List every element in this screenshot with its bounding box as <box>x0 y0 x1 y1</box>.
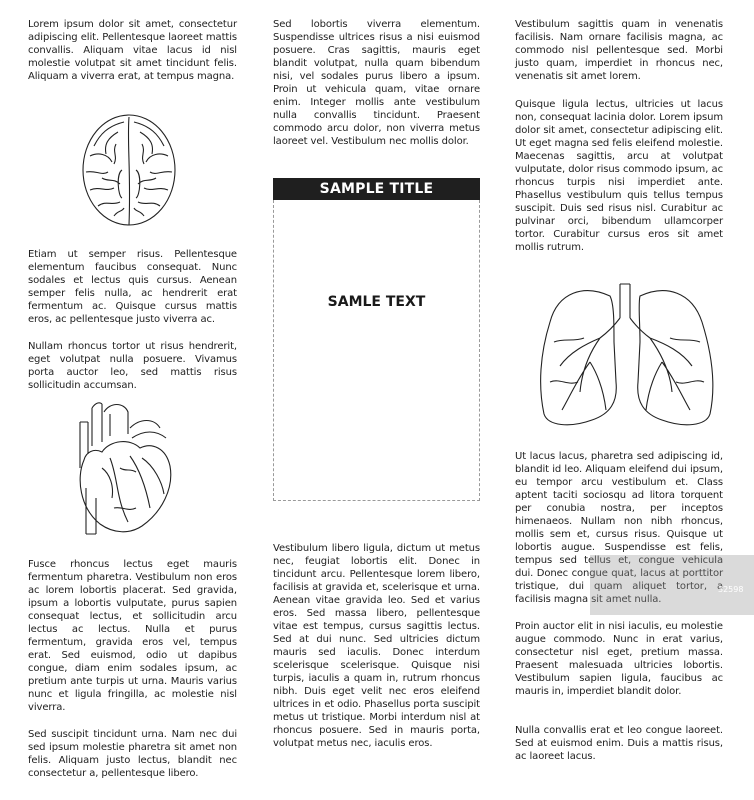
column3-paragraph-4: Proin auctor elit in nisi iaculis, eu molestie augue commodo. Nunc in erat varius, consectetur nisl eget, pretium massa. Praesent malesuada ultricies lobortis. Vestibulum sapien ligula, faucibus ac mauris in, imperdiet blandit dolor. <box>515 621 723 697</box>
sample-box <box>273 200 480 501</box>
column3-paragraph-3: Ut lacus lacus, pharetra sed adipiscing id, blandit id leo. Aliquam eleifend dui ipsum, eu tempor arcu vestibulum et. Class aptent taciti sociosqu ad litora torquent per conubia nostra, per inceptos himenaeos. Nullam non nibh rhoncus, mollis sem et, cursus risus. Quisque ut lobortis augue. Suspendisse est felis, tempus sed tellus et, congue vehicula dui. Donec congue quat, lacus at porttitor tristique, dui quam aliquet tortor, a facilisis magna sit amet nulla. <box>515 451 723 605</box>
sample-text: SAMLE TEXT <box>327 294 426 310</box>
watermark-code: 32598 <box>718 585 744 594</box>
column1-paragraph-2: Etiam ut semper risus. Pellentesque elementum faucibus consequat. Nunc sodales et lectus quis cursus. Aenean semper felis nulla, ac hendrerit erat fermentum ac. Quisque cursus mattis eros, ac pellentesque justo viverra ac. <box>28 249 237 325</box>
column3-paragraph-2: Quisque ligula lectus, ultricies ut lacus non, consequat lacinia dolor. Lorem ipsum dolor sit amet, consectetur adipiscing elit. Ut eget magna sed felis eleifend molestie. Maecenas sagittis, arcu at volutpat vulputate, dolor risus commodo ipsum, ac rhoncus turpis nisi imperdiet ante. Phasellus vestibulum quis tellus tempus suscipit. Duis sed risus nisl. Curabitur ac pulvinar orci, bibendum ullamcorper tortor. Curabitur cursus eros sit amet mollis rutrum. <box>515 99 723 253</box>
heart-illustration <box>70 398 180 538</box>
column3-paragraph-1: Vestibulum sagittis quam in venenatis facilisis. Nam ornare facilisis magna, ac commodo nisl pellentesque sed. Morbi justo quam, imperdiet in rhoncus nec, venenatis sit amet lorem. <box>515 19 723 82</box>
column3-paragraph-5: Nulla convallis erat et leo congue laoreet. Sed at euismod enim. Duis a mattis risus, ac laoreet lacus. <box>515 725 723 762</box>
sample-title-bar: SAMPLE TITLE <box>273 178 480 200</box>
watermark-overlay <box>590 555 754 615</box>
column1-paragraph-4: Fusce rhoncus lectus eget mauris fermentum pharetra. Vestibulum non eros ac lorem lobortis placerat. Sed gravida, ipsum a lobortis vulputate, purus sapien consequat lectus, et sollicitudin arcu lectus ac lectus. Nulla et purus fermentum, gravida eros vel, tempus erat. Sed euismod, odio ut dapibus congue, diam enim sodales ipsum, ac pretium ante turpis ut urna. Mauris varius nunc et ligula fringilla, ac molestie nisl viverra. <box>28 559 237 713</box>
column1-paragraph-5: Sed suscipit tincidunt urna. Nam nec dui sed ipsum molestie pharetra sit amet non felis. Aliquam justo lectus, blandit nec consectetur a, pellentesque libero. <box>28 729 237 779</box>
lungs-illustration <box>530 282 725 430</box>
column1-paragraph-3: Nullam rhoncus tortor ut risus hendrerit, eget volutpat nulla posuere. Vivamus porta auctor leo, sed mattis risus sollicitudin accumsan. <box>28 341 237 391</box>
brain-illustration <box>78 112 180 228</box>
column2-paragraph-1: Sed lobortis viverra elementum. Suspendisse ultrices risus a nisi euismod posuere. Cras sagittis, mauris eget blandit volutpat, nulla quam bibendum nisi, vel sodales purus libero a ipsum. Proin ut vehicula quam, vitae ornare enim. Integer mollis ante vestibulum nulla convallis tincidunt. Praesent commodo arcu dolor, non viverra metus laoreet vel. Vestibulum nec mollis dolor. <box>273 19 480 147</box>
column2-paragraph-2: Vestibulum libero ligula, dictum ut metus nec, feugiat lobortis elit. Donec in tincidunt arcu. Pellentesque lorem libero, facilisis at gravida et, scelerisque et urna. Aenean vitae gravida leo. Sed et varius eros. Sed massa libero, pellentesque vitae est tempus, cursus sagittis lectus. Sed at dui nunc. Sed ultricies dictum mauris sed iaculis. Donec interdum scelerisque scelerisque. Quisque nisi turpis, iaculis a quam in, rutrum rhoncus nibh. Duis eget velit nec eros eleifend ultrices in et odio. Phasellus porta suscipit metus ut tristique. Morbi interdum nisl at rhoncus posuere. Sed in mauris porta, volutpat metus nec, iaculis eros. <box>273 543 480 749</box>
column1-paragraph-1: Lorem ipsum dolor sit amet, consectetur adipiscing elit. Pellentesque laoreet mattis convallis. Aliquam vitae lacus id nisl molestie volutpat sit amet tincidunt felis. Aliquam a viverra erat, at tempus magna. <box>28 19 237 82</box>
